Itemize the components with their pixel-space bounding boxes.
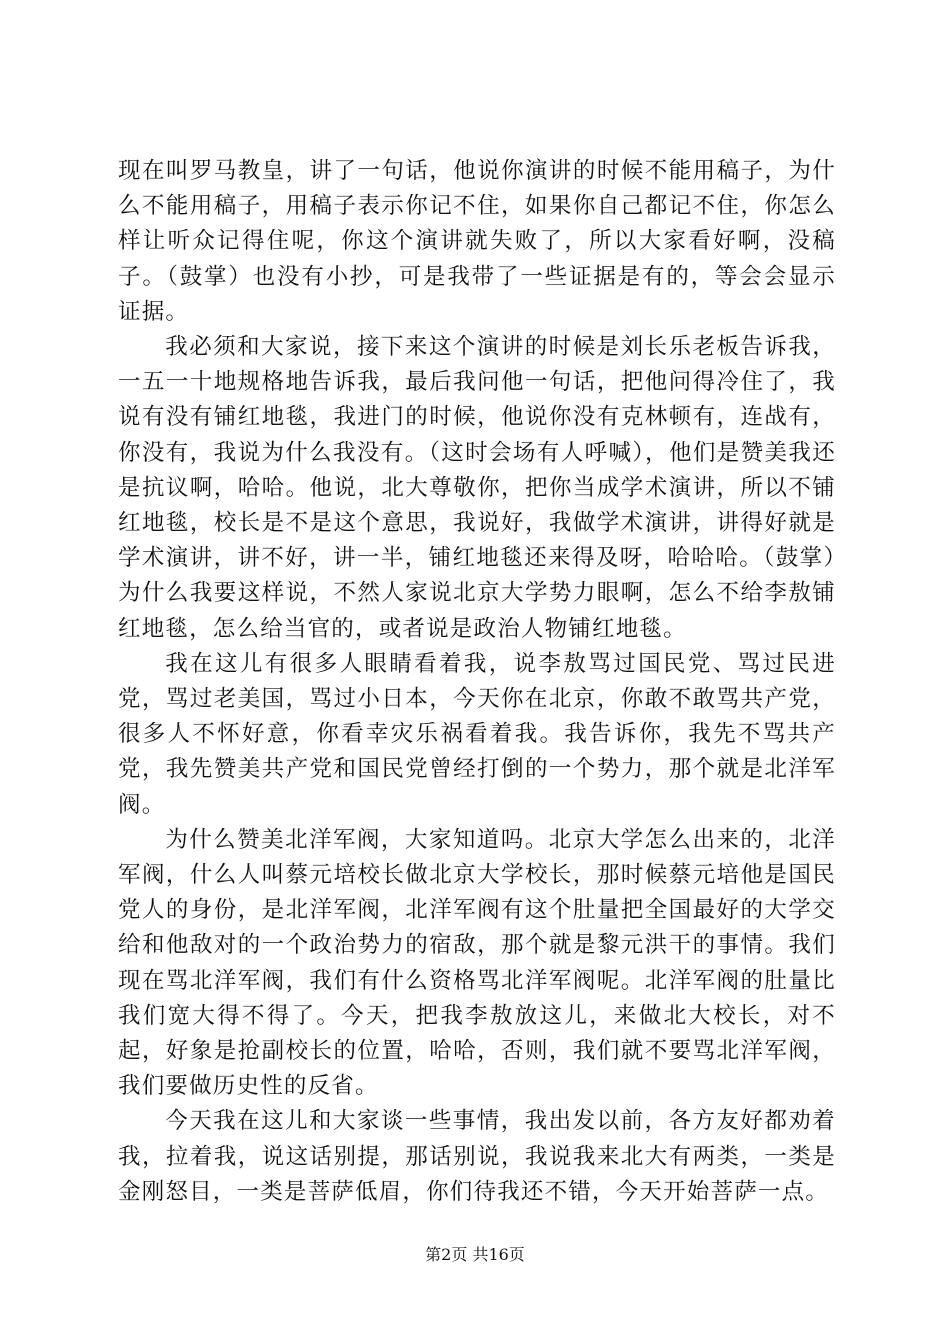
document-body bbox=[118, 154, 836, 1210]
paragraph-3: 我在这儿有很多人眼睛看着我，说李敖骂过国民党、骂过民进党，骂过老美国，骂过小日本，今天你在北京，你敢不敢骂共产党，很多人不怀好意，你看幸灾乐祸看着我。我告诉你，我先不骂共产党，我先赞美共产党和国民党曾经打倒的一个势力，那个就是北洋军阀。 bbox=[118, 650, 836, 818]
paragraph-1: 现在叫罗马教皇，讲了一句话，他说你演讲的时候不能用稿子，为什么不能用稿子，用稿子表示你记不住，如果你自己都记不住，你怎么样让听众记得住呢，你这个演讲就失败了，所以大家看好啊，没稿子。（鼓掌）也没有小抄，可是我带了一些证据是有的，等会会显示证据。 bbox=[118, 158, 836, 325]
paragraph-5: 今天我在这儿和大家谈一些事情，我出发以前，各方友好都劝着我，拉着我，说这话别提，那话别说，我说我来北大有两类，一类是金刚怒目，一类是菩萨低眉，你们待我还不错，今天开始菩萨一点。 bbox=[118, 1108, 836, 1205]
paragraph-2: 我必须和大家说，接下来这个演讲的时候是刘长乐老板告诉我，一五一十地规格地告诉我，最后我问他一句话，把他问得冷住了，我说有没有铺红地毯，我进门的时候，他说你没有克林顿有，连战有，你没有，我说为什么我没有。（这时会场有人呼喊），他们是赞美我还是抗议啊，哈哈。他说，北大尊敬你，把你当成学术演讲，所以不铺红地毯，校长是不是这个意思，我说好，我做学术演讲，讲得好就是学术演讲，讲不好，讲一半，铺红地毯还来得及呀，哈哈哈。（鼓掌）为什么我要这样说，不然人家说北京大学势力眼啊，怎么不给李敖铺红地毯，怎么给当官的，或者说是政治人物铺红地毯。 bbox=[118, 334, 836, 642]
page-footer bbox=[0, 1244, 950, 1266]
page-number: 第2页 共16页 bbox=[425, 1245, 525, 1264]
paragraph-4: 为什么赞美北洋军阀，大家知道吗。北京大学怎么出来的，北洋军阀，什么人叫蔡元培校长做北京大学校长，那时候蔡元培他是国民党人的身份，是北洋军阀，北洋军阀有这个肚量把全国最好的大学交给和他敌对的一个政治势力的宿敌，那个就是黎元洪干的事情。我们现在骂北洋军阀，我们有什么资格骂北洋军阀呢。北洋军阀的肚量比我们宽大得不得了。今天，把我李敖放这儿，来做北大校长，对不起，好象是抢副校长的位置，哈哈，否则，我们就不要骂北洋军阀，我们要做历史性的反省。 bbox=[118, 826, 836, 1100]
